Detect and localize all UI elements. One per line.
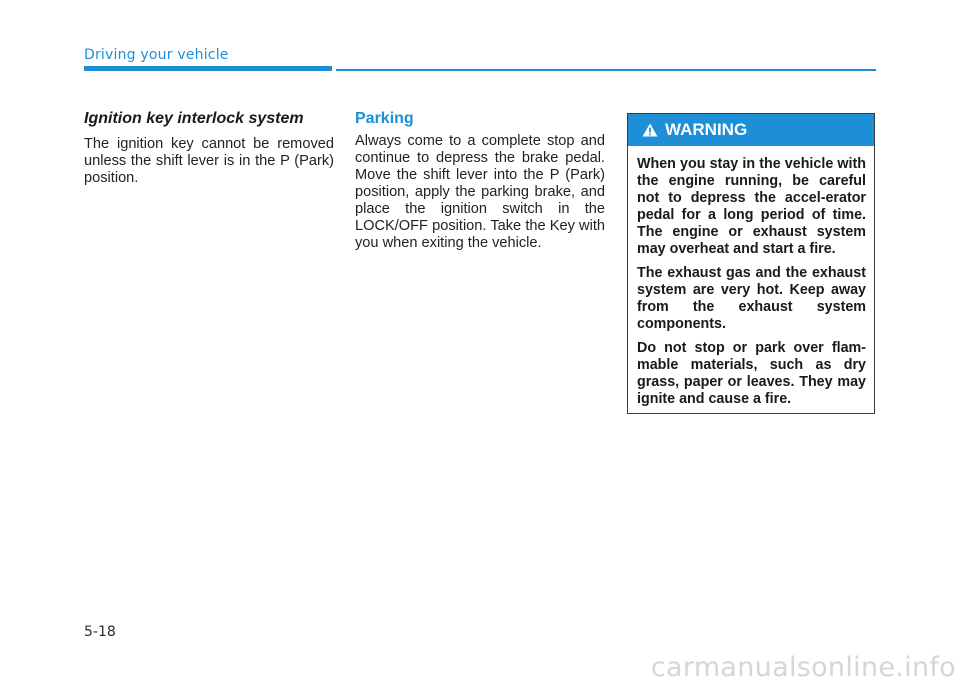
left-column (84, 110, 334, 187)
warning-paragraph: When you stay in the vehicle with the engine running, be careful not to depress the accel-erator pedal for a long period of time. The engine or exhaust system may overheat and start a fire. (637, 156, 866, 257)
ignition-interlock-heading: Ignition key interlock system (84, 110, 304, 127)
watermark: carmanualsonline.info (650, 652, 956, 683)
section-label: Driving your vehicle (84, 47, 229, 63)
warning-box (627, 113, 875, 414)
warning-paragraph: The exhaust gas and the exhaust system are very hot. Keep away from the exhaust system components. (637, 265, 866, 332)
parking-heading: Parking (355, 110, 414, 127)
warning-header (628, 114, 874, 146)
middle-column (355, 110, 605, 252)
header-rule-thick (84, 66, 332, 71)
ignition-interlock-text: The ignition key cannot be removed unless the shift lever is in the P (Park) position. (84, 136, 334, 186)
warning-paragraph: Do not stop or park over flam-mable materials, such as dry grass, paper or leaves. They may ignite and cause a fire. (637, 340, 866, 407)
header-rule-thin (336, 69, 876, 71)
warning-body (628, 146, 874, 408)
page-number: 5-18 (84, 624, 116, 640)
parking-text: Always come to a complete stop and continue to depress the brake pedal. Move the shift lever into the P (Park) position, apply the parking brake, and place the ignition switch in the LOCK/OFF position. Take the Key with you when exiting the vehicle. (355, 133, 605, 251)
warning-title: WARNING (665, 120, 748, 139)
warning-triangle-icon (642, 123, 658, 137)
